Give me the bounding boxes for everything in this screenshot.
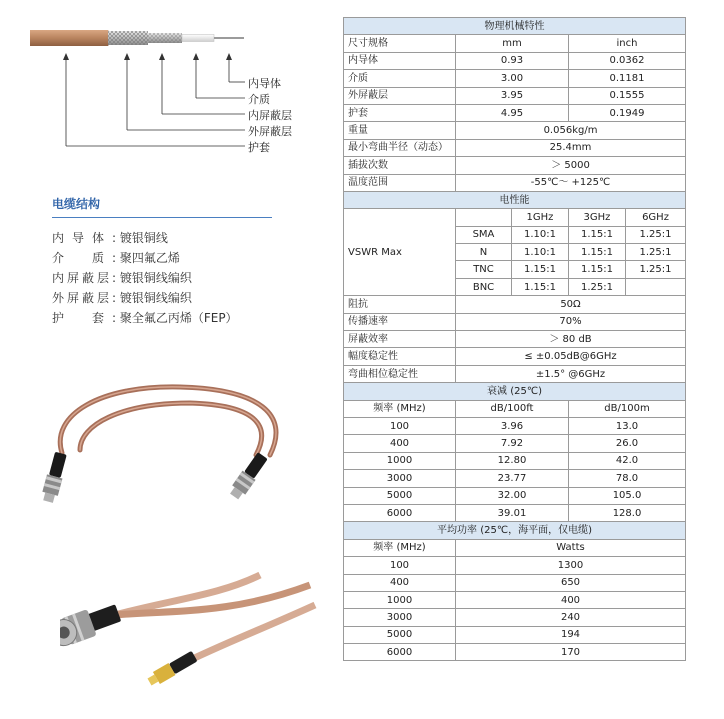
structure-label: 外屏蔽层:	[52, 291, 116, 305]
structure-value: 聚全氟乙丙烯（FEP）	[119, 311, 238, 325]
table-row	[344, 348, 686, 365]
inner-conductor-section	[214, 37, 244, 39]
structure-value: 镀银铜线编织	[119, 291, 192, 305]
vswr-value: 1.25:1	[626, 226, 686, 243]
dim-label: 护套	[344, 104, 456, 121]
atten-m: 105.0	[569, 487, 686, 504]
prop-label: 弯曲相位稳定性	[344, 365, 456, 382]
vswr-value: 1.25:1	[626, 261, 686, 278]
vswr-corner	[456, 209, 512, 226]
table-row	[344, 122, 686, 139]
table-row	[344, 487, 686, 504]
table-row	[344, 644, 686, 661]
atten-ft: 23.77	[456, 470, 569, 487]
vswr-label: VSWR Max	[344, 209, 456, 296]
cable-assembly-image	[40, 375, 330, 515]
structure-divider	[52, 217, 272, 218]
power-freq: 100	[344, 557, 456, 574]
vswr-value: 1.10:1	[512, 244, 569, 261]
table-row	[344, 104, 686, 121]
structure-label: 内导体:	[52, 231, 116, 245]
atten-header: 频率 (MHz)	[344, 400, 456, 417]
prop-value: 50Ω	[456, 296, 686, 313]
structure-title: 电缆结构	[52, 197, 101, 211]
table-row	[344, 365, 686, 382]
vswr-value: 1.15:1	[569, 226, 626, 243]
prop-value: ≤ ±0.05dB@6GHz	[456, 348, 686, 365]
atten-ft: 3.96	[456, 417, 569, 434]
dim-inch: 0.1181	[569, 70, 686, 87]
atten-freq: 6000	[344, 504, 456, 521]
table-row	[344, 331, 686, 348]
prop-value: 0.056kg/m	[456, 122, 686, 139]
prop-value: 25.4mm	[456, 139, 686, 156]
atten-m: 128.0	[569, 504, 686, 521]
prop-value: ＞ 5000	[456, 157, 686, 174]
power-watts: 400	[456, 591, 686, 608]
dim-inch: 0.1555	[569, 87, 686, 104]
prop-value: -55℃～ +125℃	[456, 174, 686, 191]
atten-ft: 12.80	[456, 452, 569, 469]
table-row	[344, 70, 686, 87]
structure-value: 镀银铜线编织	[119, 271, 192, 285]
atten-m: 42.0	[569, 452, 686, 469]
atten-freq: 1000	[344, 452, 456, 469]
table-row	[344, 157, 686, 174]
power-freq: 5000	[344, 626, 456, 643]
atten-ft: 39.01	[456, 504, 569, 521]
power-freq: 400	[344, 574, 456, 591]
table-row	[344, 574, 686, 591]
vswr-freq: 6GHz	[626, 209, 686, 226]
structure-row	[52, 269, 192, 286]
power-watts: 194	[456, 626, 686, 643]
table-row	[344, 504, 686, 521]
atten-header: dB/100m	[569, 400, 686, 417]
vswr-value	[626, 278, 686, 295]
structure-row	[52, 249, 180, 266]
power-freq: 6000	[344, 644, 456, 661]
prop-label: 重量	[344, 122, 456, 139]
prop-label: 最小弯曲半径（动态）	[344, 139, 456, 156]
table-row	[344, 557, 686, 574]
table-row	[344, 435, 686, 452]
structure-label: 介 质:	[52, 251, 116, 265]
table-row	[344, 87, 686, 104]
dim-mm: 4.95	[456, 104, 569, 121]
power-watts: 650	[456, 574, 686, 591]
structure-value: 镀银铜线	[119, 231, 168, 245]
table-row	[344, 591, 686, 608]
prop-value: ±1.5° @6GHz	[456, 365, 686, 382]
vswr-connector: BNC	[456, 278, 512, 295]
prop-label: 温度范围	[344, 174, 456, 191]
vswr-connector: SMA	[456, 226, 512, 243]
vswr-value: 1.15:1	[569, 244, 626, 261]
vswr-value: 1.15:1	[512, 278, 569, 295]
atten-ft: 32.00	[456, 487, 569, 504]
cable-connector-closeup-image	[60, 545, 330, 695]
dim-inch: 0.1949	[569, 104, 686, 121]
vswr-freq: 3GHz	[569, 209, 626, 226]
callout-dielectric: 介质	[248, 93, 270, 106]
structure-label: 护 套:	[52, 311, 116, 325]
atten-freq: 400	[344, 435, 456, 452]
prop-label: 阻抗	[344, 296, 456, 313]
structure-row	[52, 309, 238, 326]
atten-section-title: 衰减 (25℃)	[344, 383, 686, 400]
mech-header-label: 尺寸规格	[344, 35, 456, 52]
atten-freq: 100	[344, 417, 456, 434]
callout-inner-shield: 内屏蔽层	[248, 109, 292, 122]
structure-value: 聚四氟乙烯	[119, 251, 180, 265]
callout-outer-shield: 外屏蔽层	[248, 125, 292, 138]
mech-header-mm: mm	[456, 35, 569, 52]
atten-m: 13.0	[569, 417, 686, 434]
dim-mm: 3.95	[456, 87, 569, 104]
dim-label: 内导体	[344, 52, 456, 69]
table-row	[344, 417, 686, 434]
atten-m: 26.0	[569, 435, 686, 452]
jacket-section	[30, 30, 114, 46]
vswr-value: 1.15:1	[569, 261, 626, 278]
table-row	[344, 470, 686, 487]
power-section-title: 平均功率 (25℃，海平面，仅电缆)	[344, 522, 686, 539]
power-watts: 170	[456, 644, 686, 661]
vswr-connector: TNC	[456, 261, 512, 278]
prop-label: 插拔次数	[344, 157, 456, 174]
dim-mm: 0.93	[456, 52, 569, 69]
spec-table	[343, 17, 685, 661]
atten-freq: 5000	[344, 487, 456, 504]
structure-row	[52, 289, 192, 306]
mech-header-inch: inch	[569, 35, 686, 52]
table-row	[344, 313, 686, 330]
power-header: 频率 (MHz)	[344, 539, 456, 556]
table-row	[344, 139, 686, 156]
vswr-connector: N	[456, 244, 512, 261]
power-freq: 1000	[344, 591, 456, 608]
power-freq: 3000	[344, 609, 456, 626]
prop-label: 传播速率	[344, 313, 456, 330]
atten-header: dB/100ft	[456, 400, 569, 417]
prop-label: 屏蔽效率	[344, 331, 456, 348]
table-row	[344, 296, 686, 313]
atten-ft: 7.92	[456, 435, 569, 452]
vswr-value: 1.15:1	[512, 261, 569, 278]
vswr-value: 1.25:1	[569, 278, 626, 295]
structure-row	[52, 229, 168, 246]
power-watts: 1300	[456, 557, 686, 574]
elec-section-title: 电性能	[344, 191, 686, 208]
structure-label: 内屏蔽层:	[52, 271, 116, 285]
table-row	[344, 452, 686, 469]
dielectric-section	[182, 35, 214, 42]
prop-value: 70%	[456, 313, 686, 330]
table-row	[344, 52, 686, 69]
power-header: Watts	[456, 539, 686, 556]
dim-label: 外屏蔽层	[344, 87, 456, 104]
table-row	[344, 174, 686, 191]
callout-jacket: 护套	[248, 141, 270, 154]
atten-m: 78.0	[569, 470, 686, 487]
prop-value: ＞ 80 dB	[456, 331, 686, 348]
power-watts: 240	[456, 609, 686, 626]
vswr-value: 1.25:1	[626, 244, 686, 261]
prop-label: 幅度稳定性	[344, 348, 456, 365]
vswr-freq: 1GHz	[512, 209, 569, 226]
dim-label: 介质	[344, 70, 456, 87]
dim-inch: 0.0362	[569, 52, 686, 69]
atten-freq: 3000	[344, 470, 456, 487]
vswr-value: 1.10:1	[512, 226, 569, 243]
dim-mm: 3.00	[456, 70, 569, 87]
callout-inner-conductor: 内导体	[248, 77, 281, 90]
table-row	[344, 626, 686, 643]
mech-section-title: 物理机械特性	[344, 18, 686, 35]
table-row	[344, 609, 686, 626]
